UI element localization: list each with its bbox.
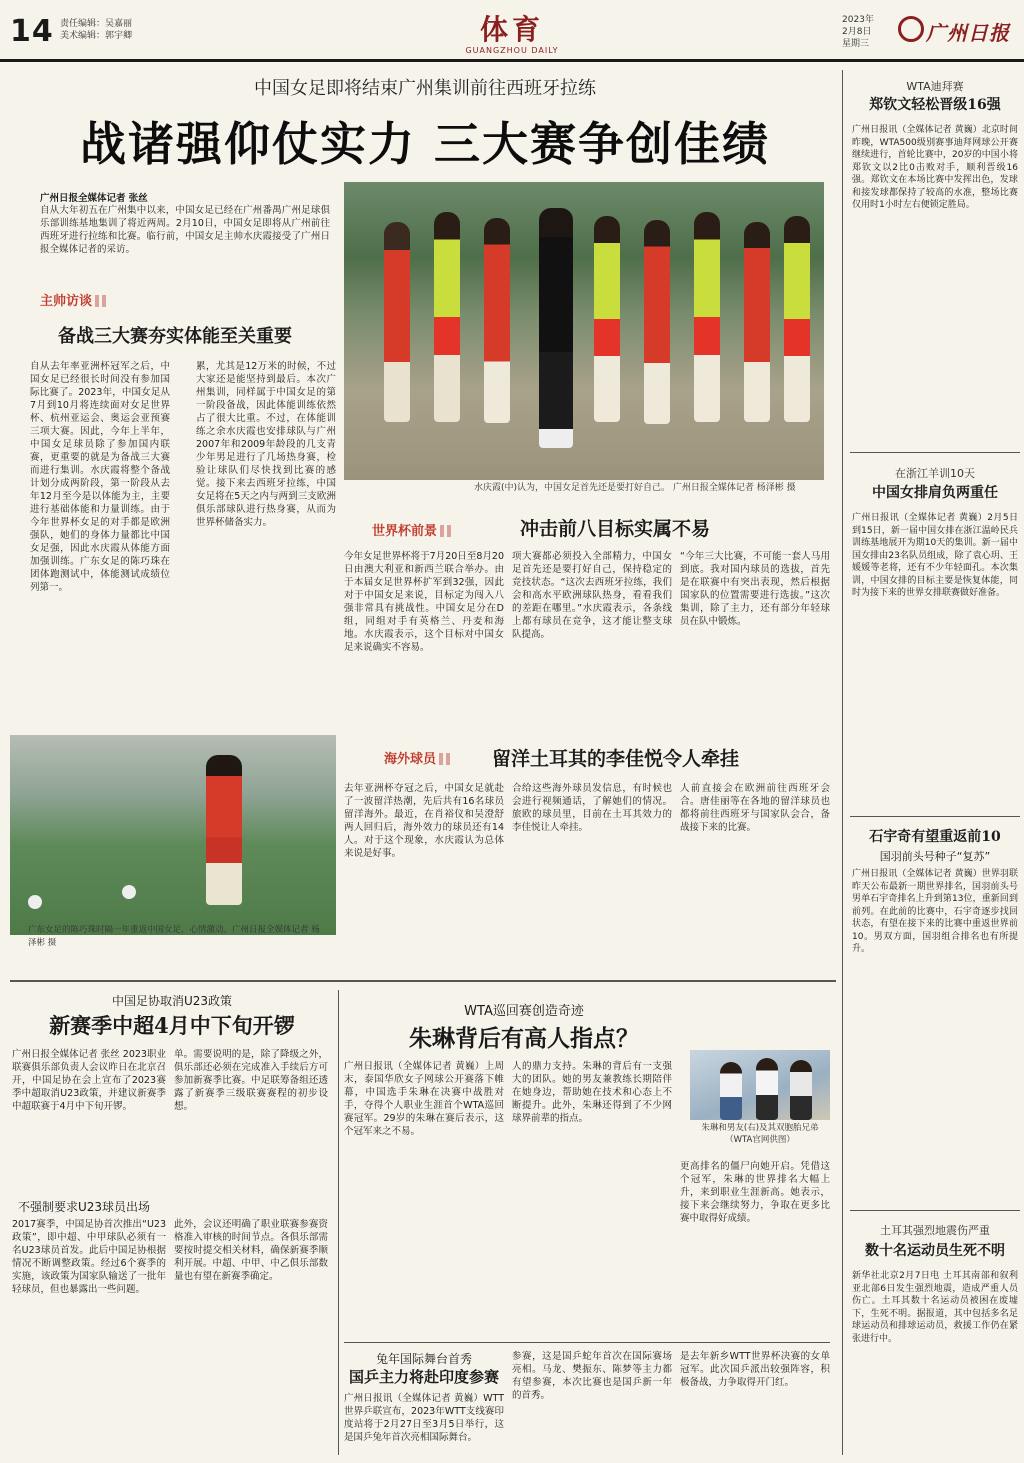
- tag-bar-icon: [447, 525, 451, 537]
- brief-headline: 郑钦文轻松晋级16强: [869, 97, 1001, 113]
- brief-subhead: 国羽前头号种子“复苏”: [879, 850, 991, 863]
- article-body: 是去年新乡WTT世界杯决赛的女单冠军。此次国乒派出较强阵容，积极备战，力争取得开门红。: [680, 1351, 830, 1388]
- article-body: 更高排名的僵尸向她开启。凭借这个冠军，朱琳的世界排名大幅上升，来到职业生涯新高。她表示，接下来会继续努力，争取在更多比赛中取得好成绩。: [680, 1161, 830, 1224]
- tennis-player-photo: [690, 1050, 830, 1120]
- editor-credits: [60, 18, 132, 42]
- story-subhead: 不强制要求U23球员出场: [18, 1200, 151, 1214]
- section-tag-interview: [40, 290, 106, 309]
- article-body: 参赛，这是国乒蛇年首次在国际赛场亮相。马龙、樊振东、陈梦等主力都有望参赛，本次比赛也是国乒新一年的首秀。: [512, 1351, 672, 1401]
- brief-headline: 石宇奇有望重返前10: [869, 829, 1001, 845]
- newspaper-logo: 广州日报: [926, 21, 1010, 45]
- player-figure: [434, 212, 460, 422]
- tag-bar-icon: [440, 525, 444, 537]
- section-title: 体育: [479, 13, 544, 46]
- subhead-overseas: 留洋土耳其的李佳悦令人牵挂: [492, 748, 740, 770]
- photo-caption: 水庆霞(中)认为，中国女足首先还是要打好自己。 广州日报全媒体记者 杨泽彬 摄: [474, 483, 796, 493]
- photo-caption: 广东女足的陈巧珠时隔一年重返中国女足，心情激动。广州日报全媒体记者 杨泽彬 摄: [28, 925, 320, 948]
- page-number: 14: [10, 14, 54, 49]
- article-body: 广州日报全媒体记者 张丝 2023职业联赛俱乐部负责人会议昨日在北京召开，中国足协在会上宣布了2023赛季中超取消U23政策，并建议新赛季中超联赛于4月中下旬开锣。: [12, 1049, 166, 1112]
- top-story-byline: 广州日报全媒体记者 张丝: [40, 193, 148, 204]
- top-story-headline: 战诸强仰仗实力 三大赛争创佳绩: [79, 117, 770, 171]
- date-year: 2023年: [842, 15, 874, 25]
- article-body: 累，尤其是12万米的时候，不过大家还是能坚持到最后。本次广州集训，同样属于中国女足的第一阶段备战，因此体能训练依然占了很大比重。不过，在体能训练之余水庆霞也安排球队与广州2007年和2009年龄段的几支青少年男足进行了几场热身赛，检验让球队们尽快找到比赛的感觉。接下来去西班牙拉练，中国女足将在5天之内与两到三支欧洲俱乐部球队进行热身赛，从而为世界杯储备实力。: [196, 361, 336, 528]
- article-body: 合给这些海外球员发信息，有时候也会进行视频通话，了解她们的情况。旅欧的球员里，目前在土耳其效力的李佳悦让人牵挂。: [512, 783, 672, 833]
- player-figure: [784, 216, 810, 422]
- article-body: 人前直接会在欧洲前往西班牙会合。唐佳丽等在各地的留洋球员也都将前往西班牙与国家队会合，备战接下来的比赛。: [680, 783, 830, 833]
- story-kicker: 中国足协取消U23政策: [111, 994, 233, 1008]
- issue-date: [842, 14, 874, 50]
- top-story-kicker: 中国女足即将结束广州集训前往西班牙拉练: [254, 78, 596, 99]
- column-divider: [842, 70, 843, 1455]
- article-body: 自从去年率亚洲杯冠军之后，中国女足已经很长时间没有参加国际比赛了。2023年，中国女足从7月到10月将连续面对女足世界杯、杭州亚运会、奥运会亚预赛三项大赛。因此，今年上半年，中国女足球员除了参加国内联赛，更重要的就是为备战三大赛而进行集训。水庆霞将整个备战计划分成两阶段，第一阶段从去年12月至今是以体能为主，主要进行基础体能和力量训练。由于今年世界杯女足的对手都是欧洲强队，她们的身体力量都比中国女足强，因此水庆霞从体能方面加强训练。广东女足的陈巧珠在团体跑测试中，体能测试成绩位列第一。: [30, 361, 170, 593]
- article-body: 此外，会议还明确了职业联赛参赛资格准入审核的时间节点。各俱乐部需要按时提交相关材料，确保新赛季顺利开展。中超、中甲、中乙俱乐部数量也有望在新赛季确定。: [174, 1219, 328, 1282]
- brief-body: 新华社北京2月7日电 土耳其南部和叙利亚北部6日发生强烈地震，造成严重人员伤亡。土耳其数十名运动员被困在废墟下，生死不明。据报道，其中包括多名足球运动员和排球运动员，救援工作仍在紧张进行中。: [852, 1271, 1018, 1344]
- story-headline: 朱琳背后有高人指点？: [409, 1025, 639, 1052]
- section-divider: [850, 1210, 1020, 1211]
- tag-label: 世界杯前景: [372, 524, 438, 539]
- story-headline: 国乒主力将赴印度参赛: [348, 1368, 499, 1386]
- player-figure: [594, 216, 620, 422]
- top-story-lead: 自从大年初五在广州集中以来，中国女足已经在广州番禺广州足球俱乐部训练基地集训了将近两周。2月10日，中国女足即将从广州前往西班牙进行拉练和比赛。临行前，中国女足主帅水庆霞接受了广州日报全媒体记者的采访。: [40, 205, 330, 255]
- article-body: “今年三大比赛，不可能一套人马用到底。我对国内球员的选拔，首先是在联赛中有突出表现，然后根据国家队的位置需要进行选拔。”这次集训，除了主力，还有部分年轻球员在队中锻炼。: [680, 551, 830, 627]
- section-tag-worldcup: [372, 520, 451, 539]
- football-icon: [122, 885, 136, 899]
- article-body: 今年女足世界杯将于7月20日至8月20日由澳大利亚和新西兰联合举办。由于本届女足世界杯扩军到32强，因此对于中国女足来说，目标定为闯入八强非常具有挑战性。中国女足分在D组，同组对手有英格兰、丹麦和海地。水庆霞表示，这个目标对中国女足来说确实不容易。: [344, 551, 504, 653]
- article-body: 2017赛季，中国足协首次推出“U23政策”，即中超、中甲球队必须有一名U23球员首发。此后中国足协根据情况不断调整政策。经过6个赛季的实施，该政策为国家队输送了一批年轻球员，但也暴露出一些问题。: [12, 1219, 166, 1295]
- article-body: 广州日报讯（全媒体记者 黄巍）上周末，泰国华欣女子网球公开赛落下帷幕，中国选手朱琳在决赛中战胜对手，夺得个人职业生涯首个WTA巡回赛冠军。29岁的朱琳在赛后表示，这个冠军来之不易。: [344, 1061, 504, 1137]
- player-running-photo: [10, 735, 336, 935]
- section-divider: [10, 980, 836, 982]
- player-figure: [484, 218, 510, 423]
- player-figure: [694, 212, 720, 422]
- story-headline: 新赛季中超4月中下旬开锣: [49, 1013, 295, 1038]
- brief-body: 广州日报讯（全媒体记者 黄巍）北京时间昨晚，WTA500级别赛事迪拜网球公开赛继续进行，首轮比赛中，20岁的中国小将郑钦文以2比0击败对手，顺利晋级16强。郑钦文在本场比赛中发挥出色，发球和接发球都保持了较高的水准，整场比赛仅用时1小时左右便锁定胜局。: [852, 125, 1018, 210]
- photo-caption: 朱琳和男友(右)及其双胞胎兄弟（WTA官网供图）: [701, 1123, 819, 1145]
- brief-body: 广州日报讯（全媒体记者 黄巍）2月5日到15日，新一届中国女排在浙江温岭民兵训练基地展开为期10天的集训。新一届中国女排由23名队员组成，除了袁心玥、王媛媛等老将，还有不少年轻面孔。本次集训，中国女排的目标主要是恢复体能，同时为接下来的世界女排联赛做好准备。: [852, 513, 1018, 598]
- brief-kicker: 在浙江羊训10天: [895, 467, 975, 480]
- section-subtitle: GUANGZHOU DAILY: [465, 46, 559, 55]
- tag-bar-icon: [102, 295, 106, 307]
- newspaper-logo-icon: [898, 16, 924, 42]
- article-body: 人的鼎力支持。朱琳的背后有一支强大的团队。她的男友兼教练长期陪伴在她身边，帮助她在技术和心态上不断提升。此外，朱琳还得到了不少网球界前辈的指点。: [512, 1061, 672, 1124]
- editor-line: 责任编辑：吴嘉丽: [60, 19, 133, 29]
- column-divider: [338, 990, 339, 1455]
- person-figure: [790, 1060, 812, 1120]
- date-day: 2月8日: [842, 27, 872, 37]
- tag-bar-icon: [439, 753, 443, 765]
- art-editor-line: 美术编辑：郭宇卿: [60, 31, 133, 41]
- team-training-photo: [344, 182, 824, 480]
- player-figure: [744, 222, 770, 422]
- article-body: 广州日报讯（全媒体记者 黄巍）WTT世界乒联宣布，2023年WTT支线赛印度站将于2月27日至3月5日举行，这是国乒兔年首次亮相国际舞台。: [344, 1393, 504, 1443]
- subhead-worldcup: 冲击前八目标实属不易: [520, 518, 711, 540]
- subhead-interview: 备战三大赛夯实体能至关重要: [58, 326, 292, 347]
- section-divider: [850, 816, 1020, 817]
- football-icon: [28, 895, 42, 909]
- tag-bar-icon: [95, 295, 99, 307]
- brief-kicker: WTA迪拜赛: [906, 80, 964, 93]
- article-body: 项大赛都必须投入全部精力，中国女足首先还是要打好自己，保持稳定的竞技状态。“这次去西班牙拉练，我们会和高水平欧洲球队热身，看看我们的差距在哪里。”水庆霞表示，各条线上都有球员在竞争，这才能让整支球队提高。: [512, 551, 672, 640]
- person-figure: [756, 1058, 778, 1120]
- section-divider: [850, 452, 1020, 453]
- story-kicker: WTA巡回赛创造奇迹: [464, 1004, 584, 1019]
- tag-label: 主帅访谈: [40, 294, 93, 309]
- article-body: 去年亚洲杯夺冠之后，中国女足就赴了一波留洋热潮，先后共有16名球员留洋海外。最近，在肖裕仪和吴澄舒两人回归后，海外效力的球员还有14人。对于这个现象，水庆霞认为总体来说是好事。: [344, 783, 504, 859]
- section-divider: [344, 1342, 830, 1343]
- tag-label: 海外球员: [384, 752, 437, 767]
- player-figure: [384, 222, 410, 422]
- player-figure: [644, 220, 670, 424]
- player-figure: [206, 755, 242, 905]
- brief-body: 广州日报讯（全媒体记者 黄巍）世界羽联昨天公布最新一期世界排名，国羽前头号男单石宇奇排名上升到第13位，重新回到前列。在此前的比赛中，石宇奇逐步找回状态，有望在接下来的比赛中重返世界前10。男双方面，国羽组合排名也有所提升。: [852, 869, 1018, 954]
- brief-headline: 数十名运动员生死不明: [865, 1243, 1005, 1259]
- story-kicker: 兔年国际舞台首秀: [375, 1352, 472, 1366]
- brief-headline: 中国女排肩负两重任: [872, 485, 998, 501]
- article-body: 单。需要说明的是，除了降级之外，俱乐部还必须在完成准入手续后方可参加新赛季比赛。中足联筹备组还透露了新赛季三级联赛赛程的初步设想。: [174, 1049, 328, 1112]
- tag-bar-icon: [446, 753, 450, 765]
- section-tag-overseas: [384, 748, 450, 767]
- coach-figure: [539, 208, 573, 448]
- person-figure: [720, 1062, 742, 1120]
- brief-kicker: 土耳其强烈地震伤严重: [880, 1224, 990, 1237]
- date-weekday: 星期三: [842, 39, 870, 49]
